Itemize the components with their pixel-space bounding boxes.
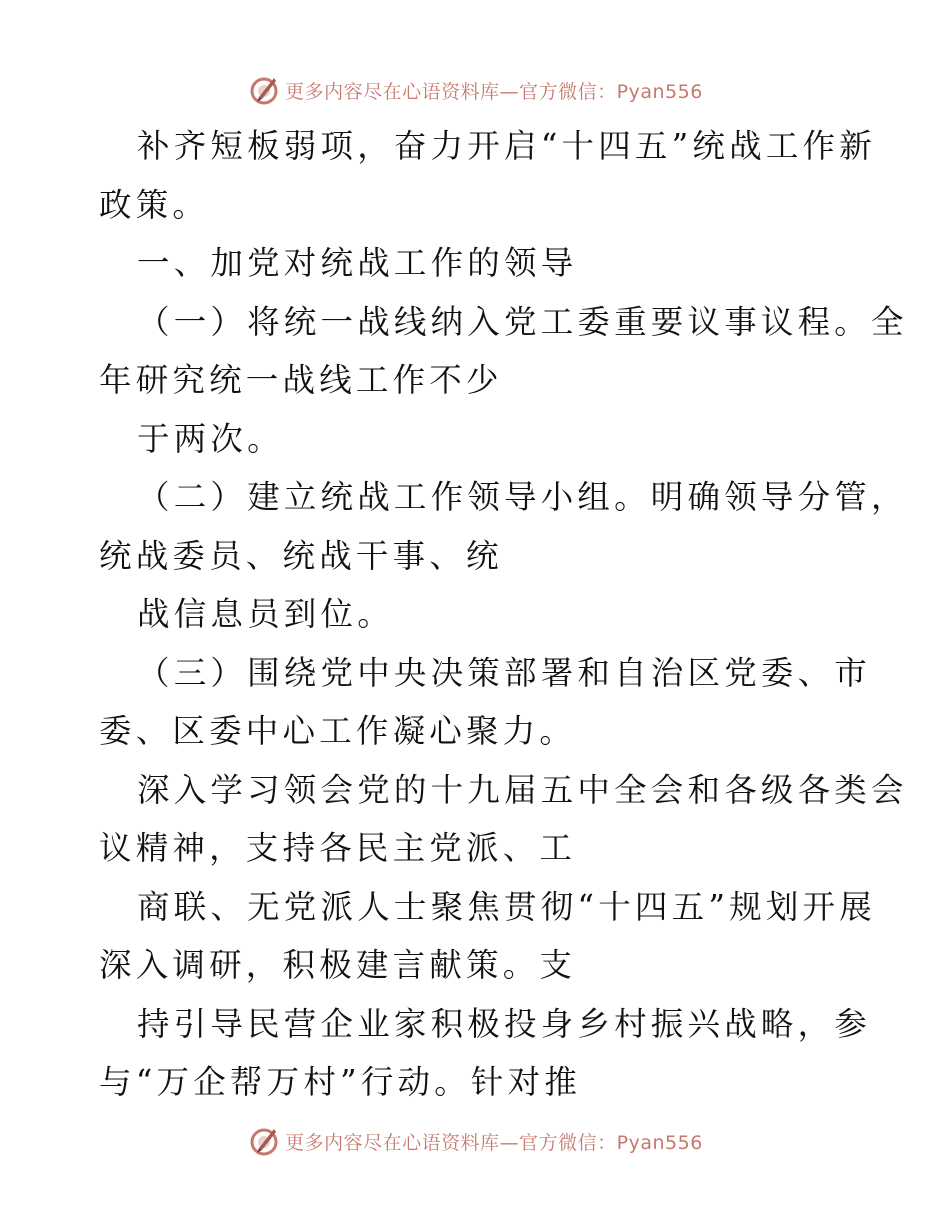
text-line: 委、区委中心工作凝心聚力。: [99, 712, 577, 750]
text-line: 年研究统一战线工作不少: [99, 361, 503, 399]
section-heading: 一、加党对统战工作的领导: [137, 244, 578, 282]
watermark-text: 更多内容尽在心语资料库—官方微信：Pyan556: [285, 80, 703, 103]
watermark-text: 更多内容尽在心语资料库—官方微信：Pyan556: [285, 1131, 703, 1154]
text-line: 政策。: [99, 185, 210, 224]
text-line: 于两次。: [137, 419, 284, 458]
watermark-footer: [0, 1121, 950, 1161]
watermark-header: [0, 70, 950, 110]
quill-logo-icon: [247, 73, 281, 107]
text-line: 深入学习领会党的十九届五中全会和各级各类会: [137, 770, 908, 809]
text-line: 深入调研，积极建言献策。支: [99, 946, 577, 984]
text-line: （一）将统一战线纳入党工委重要议事议程。全: [137, 302, 908, 341]
text-line: （二）建立统战工作领导小组。明确领导分管，: [137, 478, 908, 516]
text-line: 议精神，支持各民主党派、工: [99, 829, 577, 867]
text-line: 补齐短板弱项，奋力开启“十四五”统战工作新: [137, 127, 876, 165]
text-line: 商联、无党派人士聚焦贯彻“十四五”规划开展: [137, 887, 876, 926]
quill-logo-icon: [247, 1124, 281, 1158]
text-line: 战信息员到位。: [137, 595, 394, 633]
text-line: 持引导民营企业家积极投身乡村振兴战略，参: [137, 1004, 872, 1043]
text-line: （三）围绕党中央决策部署和自治区党委、市: [137, 653, 872, 692]
text-line: 统战委员、统战干事、统: [99, 536, 503, 575]
document-body: [99, 117, 908, 1112]
text-line: 与“万企帮万村”行动。针对推: [99, 1063, 582, 1101]
